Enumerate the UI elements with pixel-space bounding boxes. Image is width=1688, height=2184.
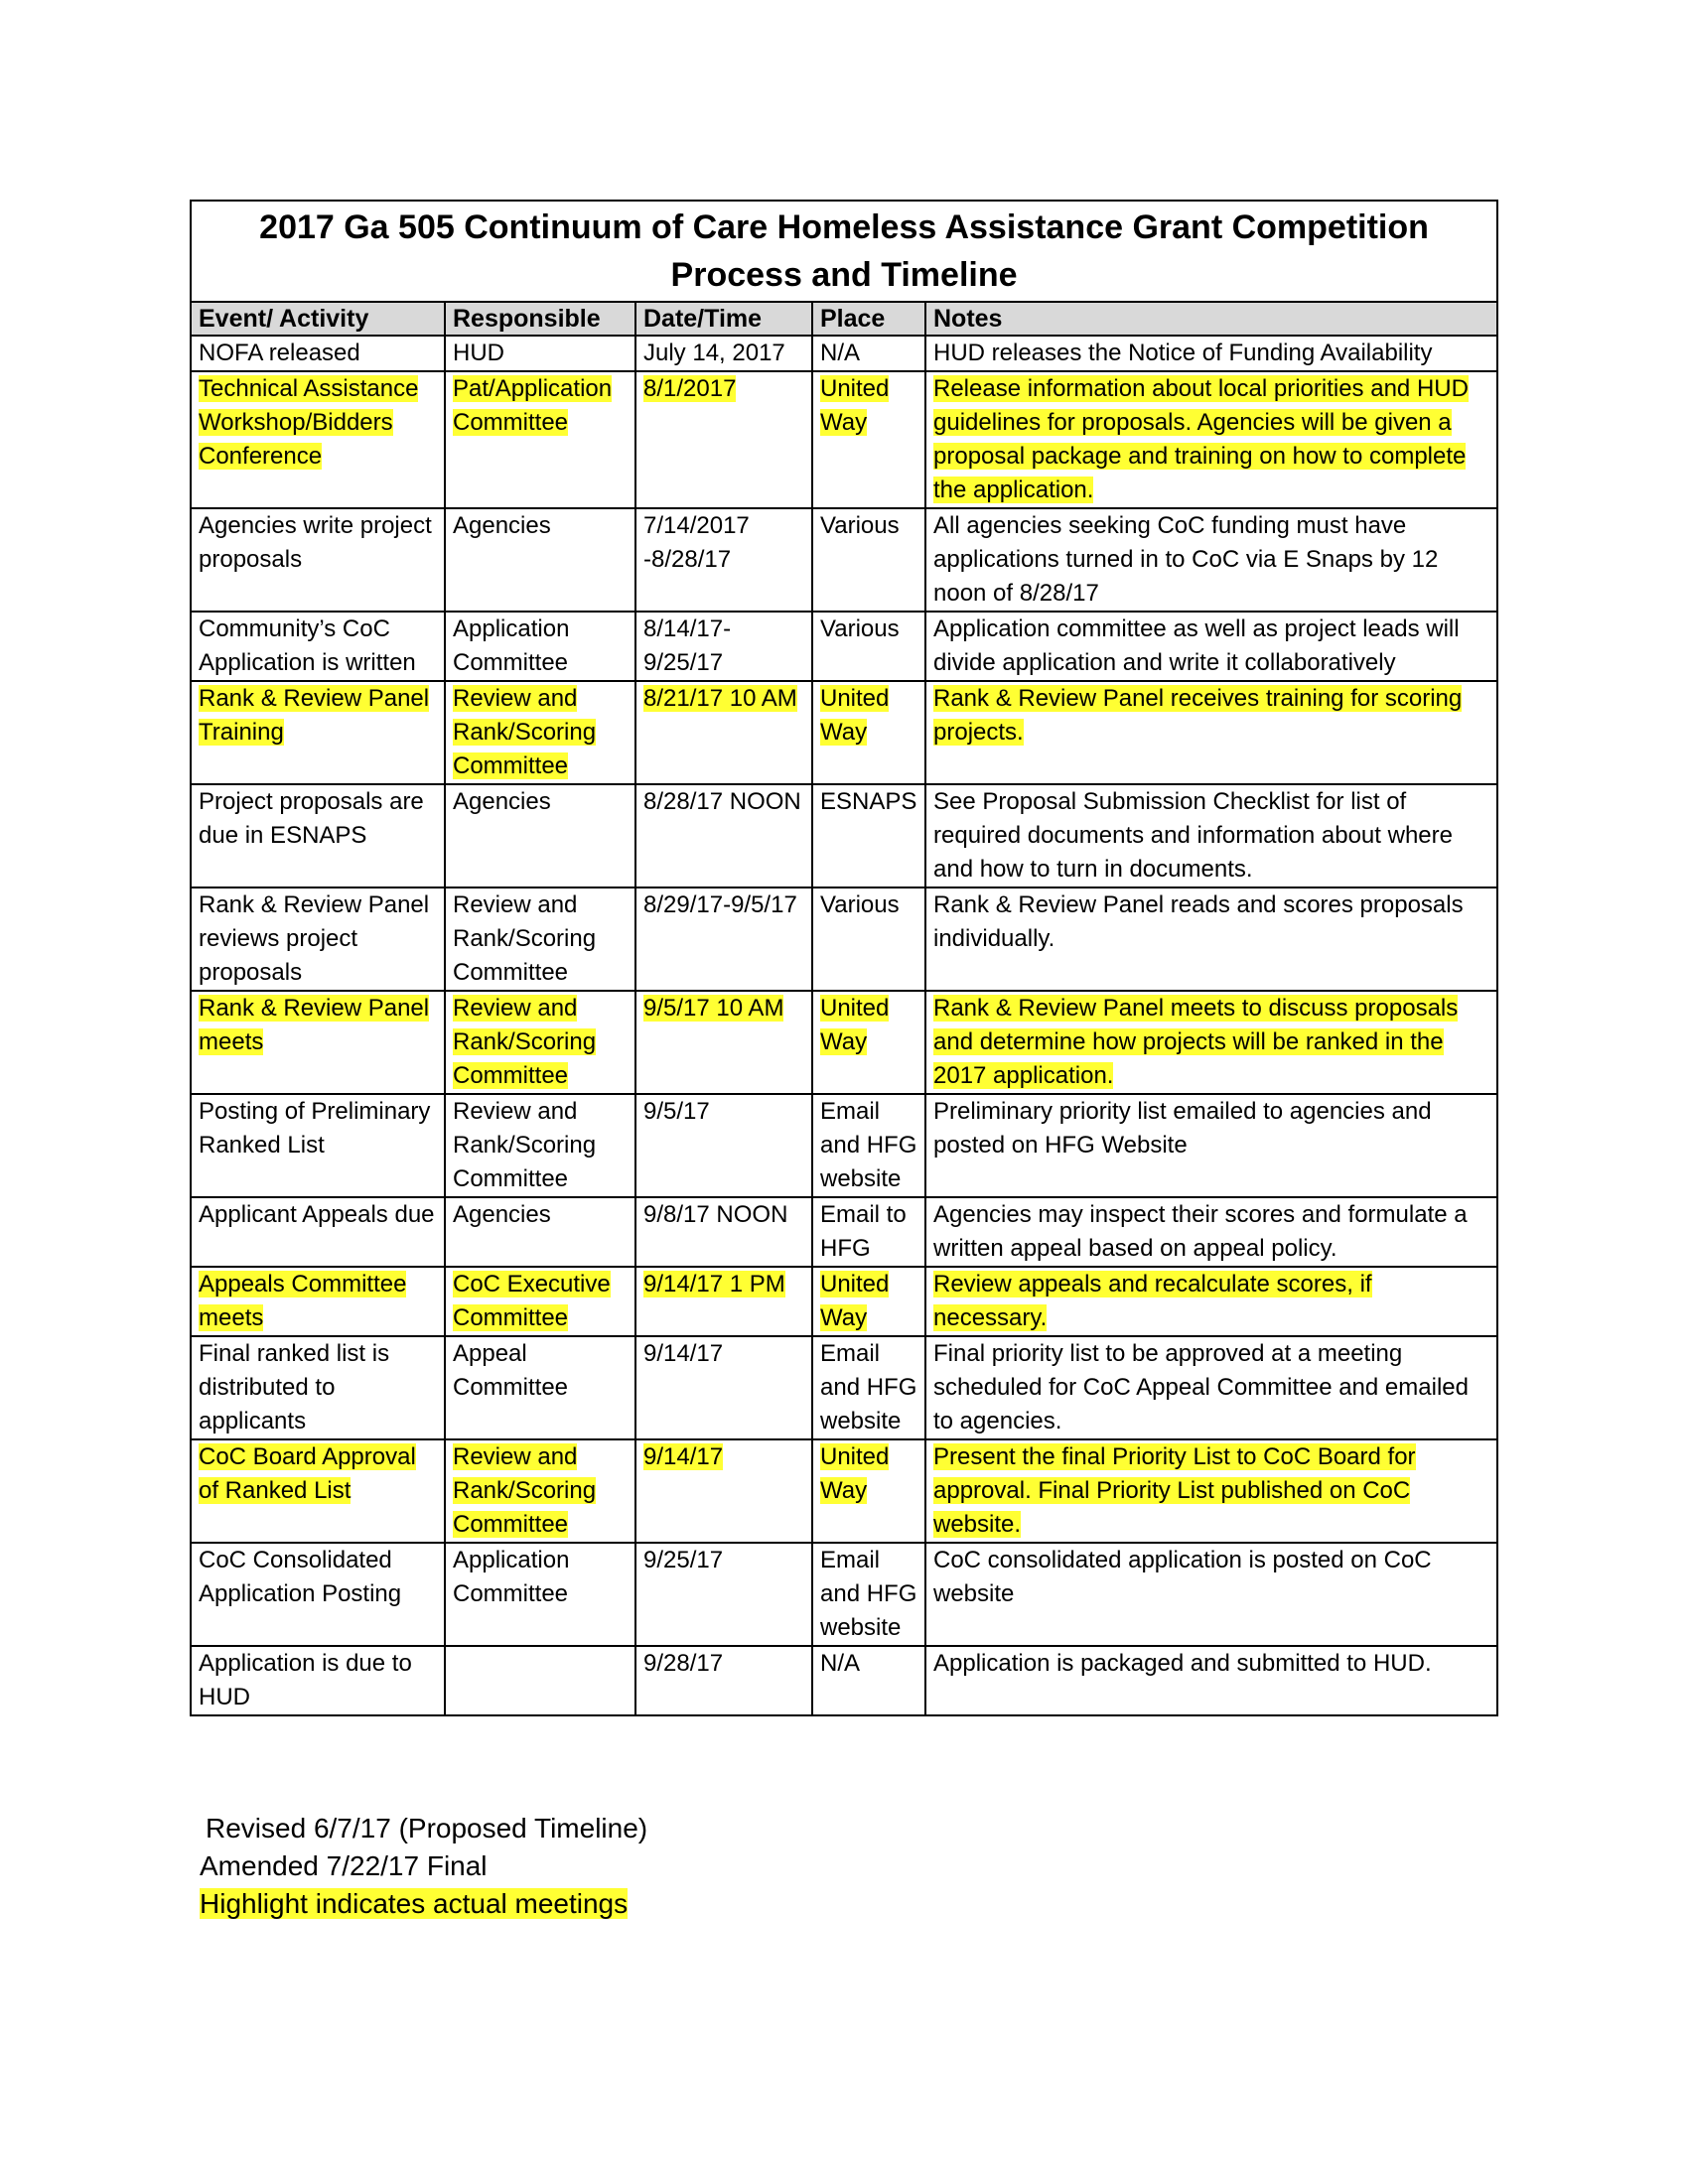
cell-event bbox=[191, 1267, 445, 1336]
cell-date-text: 9/25/17 bbox=[643, 1547, 724, 1573]
cell-notes bbox=[925, 1197, 1497, 1267]
cell-notes-text: Present the final Priority List to CoC Board for approval. Final Priority List published on CoC website. bbox=[933, 1443, 1416, 1538]
cell-date-text: 8/21/17 10 AM bbox=[643, 685, 797, 712]
cell-place-text: N/A bbox=[820, 1650, 861, 1677]
cell-notes bbox=[925, 681, 1497, 784]
cell-event bbox=[191, 1336, 445, 1439]
cell-notes-text: Final priority list to be approved at a meeting scheduled for CoC Appeal Committee and emailed to agencies. bbox=[933, 1340, 1469, 1434]
cell-notes bbox=[925, 1543, 1497, 1646]
cell-place-text: Various bbox=[820, 615, 900, 642]
cell-notes bbox=[925, 784, 1497, 887]
cell-responsible bbox=[445, 1543, 635, 1646]
cell-notes-text: See Proposal Submission Checklist for list of required documents and information about where and how to turn in documents. bbox=[933, 788, 1453, 883]
table-row bbox=[191, 681, 1497, 784]
cell-responsible bbox=[445, 1646, 635, 1715]
cell-event-text: Rank & Review Panel Training bbox=[199, 685, 430, 746]
cell-place-text: Email and HFG website bbox=[820, 1098, 917, 1192]
cell-date-text: 8/28/17 NOON bbox=[643, 788, 801, 815]
table-row bbox=[191, 1439, 1497, 1543]
cell-date bbox=[635, 1439, 812, 1543]
cell-date bbox=[635, 508, 812, 612]
cell-place-text: United Way bbox=[820, 1271, 890, 1331]
table-row bbox=[191, 1336, 1497, 1439]
cell-event-text: Agencies write project proposals bbox=[199, 512, 432, 573]
column-header-date: Date/Time bbox=[635, 302, 812, 336]
column-header-event: Event/ Activity bbox=[191, 302, 445, 336]
cell-event bbox=[191, 991, 445, 1094]
cell-date bbox=[635, 1197, 812, 1267]
cell-notes-text: Release information about local priorities and HUD guidelines for proposals. Agencies will be given a proposal package and training on how to complete the application. bbox=[933, 375, 1469, 503]
cell-notes bbox=[925, 1646, 1497, 1715]
page-title: 2017 Ga 505 Continuum of Care Homeless Assistance Grant Competition Process and Timeline bbox=[191, 201, 1497, 302]
cell-place-text: Various bbox=[820, 512, 900, 539]
cell-place bbox=[812, 681, 925, 784]
cell-place-text: United Way bbox=[820, 685, 890, 746]
cell-responsible-text: Review and Rank/Scoring Committee bbox=[453, 891, 597, 986]
cell-place bbox=[812, 508, 925, 612]
cell-place-text: N/A bbox=[820, 340, 861, 366]
cell-date bbox=[635, 991, 812, 1094]
table-row bbox=[191, 887, 1497, 991]
cell-date-text: 9/14/17 1 PM bbox=[643, 1271, 785, 1297]
cell-event-text: Project proposals are due in ESNAPS bbox=[199, 788, 424, 849]
cell-date-text: 9/5/17 bbox=[643, 1098, 710, 1125]
cell-notes bbox=[925, 336, 1497, 371]
cell-place bbox=[812, 1439, 925, 1543]
cell-notes-text: Preliminary priority list emailed to agencies and posted on HFG Website bbox=[933, 1098, 1432, 1159]
cell-event bbox=[191, 784, 445, 887]
table-row bbox=[191, 1543, 1497, 1646]
cell-responsible bbox=[445, 336, 635, 371]
column-header-notes: Notes bbox=[925, 302, 1497, 336]
cell-responsible bbox=[445, 1439, 635, 1543]
cell-place bbox=[812, 784, 925, 887]
cell-event-text: Applicant Appeals due bbox=[199, 1201, 435, 1228]
cell-place bbox=[812, 1267, 925, 1336]
cell-date bbox=[635, 1543, 812, 1646]
cell-place bbox=[812, 336, 925, 371]
cell-notes-text: Agencies may inspect their scores and formulate a written appeal based on appeal policy. bbox=[933, 1201, 1468, 1262]
cell-date bbox=[635, 681, 812, 784]
cell-event-text: Community’s CoC Application is written bbox=[199, 615, 416, 676]
cell-date-text: 9/14/17 bbox=[643, 1443, 724, 1470]
cell-responsible bbox=[445, 1267, 635, 1336]
timeline-table bbox=[190, 200, 1498, 1716]
cell-place bbox=[812, 1646, 925, 1715]
cell-notes-text: Application committee as well as project leads will divide application and write it collaboratively bbox=[933, 615, 1460, 676]
cell-notes-text: Review appeals and recalculate scores, if necessary. bbox=[933, 1271, 1372, 1331]
cell-date bbox=[635, 887, 812, 991]
cell-date-text: 9/28/17 bbox=[643, 1650, 724, 1677]
cell-place bbox=[812, 991, 925, 1094]
cell-place-text: Email to HFG bbox=[820, 1201, 907, 1262]
cell-date bbox=[635, 336, 812, 371]
cell-responsible-text: Appeal Committee bbox=[453, 1340, 569, 1401]
table-row bbox=[191, 1094, 1497, 1197]
cell-place bbox=[812, 612, 925, 681]
cell-notes bbox=[925, 508, 1497, 612]
cell-notes bbox=[925, 1336, 1497, 1439]
cell-event-text: CoC Board Approval of Ranked List bbox=[199, 1443, 416, 1504]
cell-place-text: Various bbox=[820, 891, 900, 918]
cell-responsible bbox=[445, 1197, 635, 1267]
cell-responsible-text: Review and Rank/Scoring Committee bbox=[453, 995, 597, 1089]
cell-place bbox=[812, 1543, 925, 1646]
cell-event-text: Final ranked list is distributed to applicants bbox=[199, 1340, 390, 1434]
cell-responsible-text: Application Committee bbox=[453, 1547, 570, 1607]
cell-date-text: 9/14/17 bbox=[643, 1340, 724, 1367]
cell-responsible-text: Agencies bbox=[453, 788, 551, 815]
table-row bbox=[191, 991, 1497, 1094]
cell-notes bbox=[925, 887, 1497, 991]
cell-date-text: 7/14/2017 -8/28/17 bbox=[643, 512, 750, 573]
table-row bbox=[191, 336, 1497, 371]
cell-responsible-text: Review and Rank/Scoring Committee bbox=[453, 685, 597, 779]
cell-responsible bbox=[445, 681, 635, 784]
cell-event-text: Rank & Review Panel reviews project proposals bbox=[199, 891, 430, 986]
table-row bbox=[191, 1267, 1497, 1336]
table-row bbox=[191, 1646, 1497, 1715]
table-row bbox=[191, 371, 1497, 508]
cell-event-text: Rank & Review Panel meets bbox=[199, 995, 430, 1055]
cell-place-text: ESNAPS bbox=[820, 788, 917, 815]
cell-responsible bbox=[445, 1094, 635, 1197]
cell-event bbox=[191, 1197, 445, 1267]
cell-notes-text: HUD releases the Notice of Funding Availability bbox=[933, 340, 1433, 366]
cell-date-text: 9/8/17 NOON bbox=[643, 1201, 788, 1228]
cell-responsible-text: Review and Rank/Scoring Committee bbox=[453, 1098, 597, 1192]
table-body bbox=[191, 336, 1497, 1715]
cell-notes bbox=[925, 1267, 1497, 1336]
cell-date bbox=[635, 784, 812, 887]
cell-event bbox=[191, 1094, 445, 1197]
cell-responsible bbox=[445, 1336, 635, 1439]
table-row bbox=[191, 784, 1497, 887]
cell-responsible-text: Agencies bbox=[453, 1201, 551, 1228]
cell-date-text: 8/1/2017 bbox=[643, 375, 737, 402]
revised-note: Revised 6/7/17 (Proposed Timeline) bbox=[206, 1813, 648, 1843]
cell-responsible bbox=[445, 612, 635, 681]
cell-date bbox=[635, 1336, 812, 1439]
cell-event bbox=[191, 371, 445, 508]
cell-responsible-text: Application Committee bbox=[453, 615, 570, 676]
cell-date-text: 8/14/17-9/25/17 bbox=[643, 615, 732, 676]
cell-date-text: July 14, 2017 bbox=[643, 340, 785, 366]
cell-event bbox=[191, 887, 445, 991]
cell-event-text: Posting of Preliminary Ranked List bbox=[199, 1098, 431, 1159]
cell-event-text: NOFA released bbox=[199, 340, 360, 366]
cell-event-text: Appeals Committee meets bbox=[199, 1271, 407, 1331]
cell-event-text: CoC Consolidated Application Posting bbox=[199, 1547, 402, 1607]
cell-responsible-text: CoC Executive Committee bbox=[453, 1271, 611, 1331]
cell-responsible bbox=[445, 887, 635, 991]
table-header-row bbox=[191, 302, 1497, 336]
cell-notes bbox=[925, 1439, 1497, 1543]
cell-date bbox=[635, 371, 812, 508]
cell-notes-text: Rank & Review Panel receives training for scoring projects. bbox=[933, 685, 1463, 746]
column-header-place: Place bbox=[812, 302, 925, 336]
cell-notes-text: All agencies seeking CoC funding must have applications turned in to CoC via E Snaps by 12 noon of 8/28/17 bbox=[933, 512, 1439, 607]
cell-date bbox=[635, 1646, 812, 1715]
table-row bbox=[191, 508, 1497, 612]
cell-responsible bbox=[445, 991, 635, 1094]
cell-notes bbox=[925, 1094, 1497, 1197]
cell-place bbox=[812, 887, 925, 991]
cell-notes-text: Application is packaged and submitted to HUD. bbox=[933, 1650, 1432, 1677]
cell-notes bbox=[925, 371, 1497, 508]
cell-event bbox=[191, 336, 445, 371]
table-row bbox=[191, 612, 1497, 681]
cell-date bbox=[635, 1094, 812, 1197]
cell-event bbox=[191, 1439, 445, 1543]
cell-place bbox=[812, 1094, 925, 1197]
cell-event bbox=[191, 612, 445, 681]
cell-responsible-text: Agencies bbox=[453, 512, 551, 539]
cell-date-text: 9/5/17 10 AM bbox=[643, 995, 784, 1022]
cell-event bbox=[191, 1646, 445, 1715]
table-row bbox=[191, 1197, 1497, 1267]
cell-notes bbox=[925, 612, 1497, 681]
cell-event-text: Technical Assistance Workshop/Bidders Conference bbox=[199, 375, 419, 470]
cell-event-text: Application is due to HUD bbox=[199, 1650, 412, 1710]
cell-notes-text: Rank & Review Panel meets to discuss proposals and determine how projects will be ranked in the 2017 application. bbox=[933, 995, 1459, 1089]
cell-event bbox=[191, 681, 445, 784]
amended-note: Amended 7/22/17 Final bbox=[200, 1850, 488, 1881]
cell-responsible-text: Pat/Application Committee bbox=[453, 375, 613, 436]
cell-responsible bbox=[445, 371, 635, 508]
cell-notes-text: CoC consolidated application is posted on CoC website bbox=[933, 1547, 1432, 1607]
cell-place-text: United Way bbox=[820, 375, 890, 436]
cell-responsible bbox=[445, 784, 635, 887]
cell-notes bbox=[925, 991, 1497, 1094]
cell-place bbox=[812, 371, 925, 508]
cell-place bbox=[812, 1336, 925, 1439]
cell-place-text: United Way bbox=[820, 1443, 890, 1504]
cell-notes-text: Rank & Review Panel reads and scores proposals individually. bbox=[933, 891, 1464, 952]
cell-responsible-text: Review and Rank/Scoring Committee bbox=[453, 1443, 597, 1538]
cell-place bbox=[812, 1197, 925, 1267]
column-header-responsible: Responsible bbox=[445, 302, 635, 336]
cell-responsible-text: HUD bbox=[453, 340, 504, 366]
highlight-legend bbox=[200, 1885, 628, 1923]
cell-event bbox=[191, 1543, 445, 1646]
highlight-legend-text: Highlight indicates actual meetings bbox=[200, 1888, 629, 1919]
cell-responsible bbox=[445, 508, 635, 612]
cell-date bbox=[635, 1267, 812, 1336]
cell-date bbox=[635, 612, 812, 681]
cell-date-text: 8/29/17-9/5/17 bbox=[643, 891, 797, 918]
cell-event bbox=[191, 508, 445, 612]
cell-place-text: Email and HFG website bbox=[820, 1547, 917, 1641]
cell-place-text: Email and HFG website bbox=[820, 1340, 917, 1434]
cell-place-text: United Way bbox=[820, 995, 890, 1055]
